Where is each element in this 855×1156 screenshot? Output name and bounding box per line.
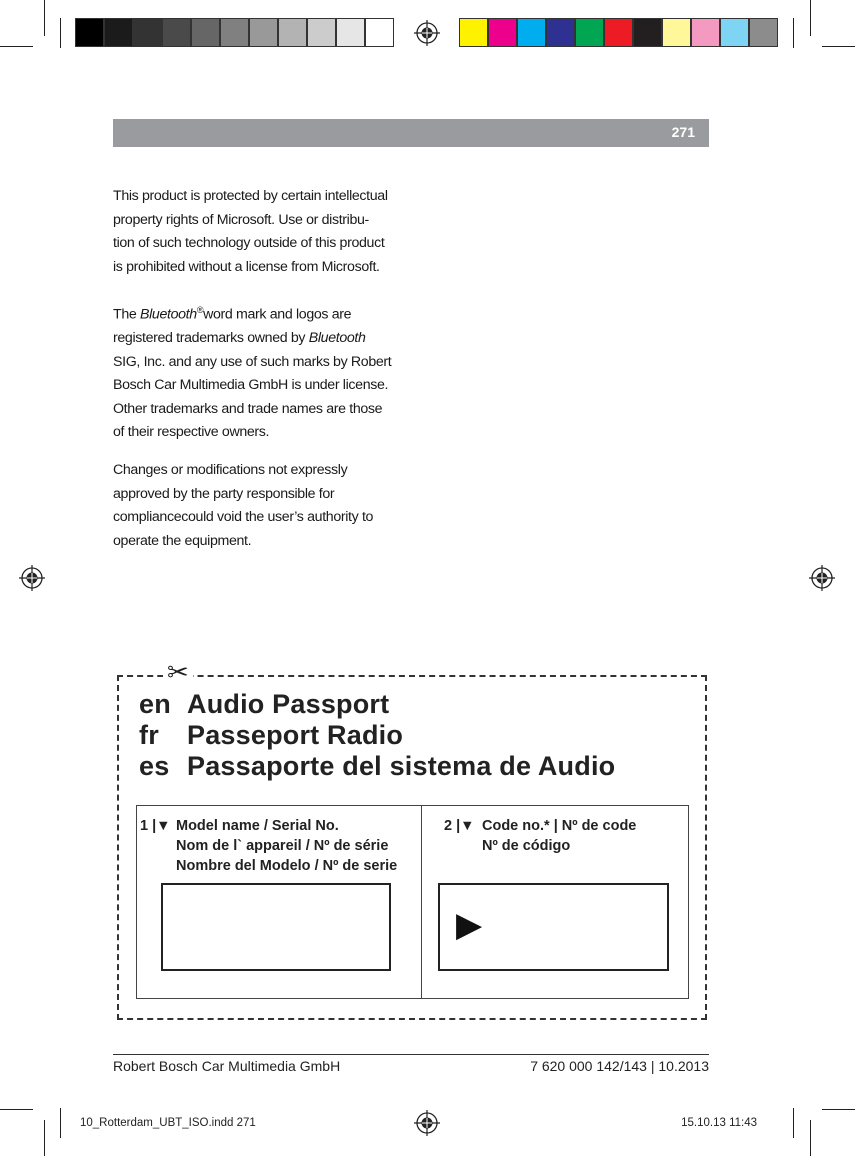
registration-mark-icon xyxy=(19,565,45,591)
color-swatch xyxy=(162,18,191,47)
text-line: compliancecould void the user’s authority to xyxy=(113,509,374,525)
registered-mark: ® xyxy=(196,305,204,315)
color-swatch xyxy=(662,18,691,47)
passport-title-en xyxy=(139,689,389,720)
field-2-number: 2 |▼ xyxy=(444,818,475,834)
crop-mark xyxy=(810,0,811,36)
text-line: Other trademarks and trade names are those xyxy=(113,400,383,417)
crop-mark xyxy=(793,18,794,48)
crop-mark xyxy=(0,1109,33,1110)
page-header-bar xyxy=(113,119,709,147)
footer-rule xyxy=(113,1054,709,1055)
bluetooth-notice xyxy=(113,299,413,445)
color-swatch xyxy=(575,18,604,47)
play-arrow-icon: ▶ xyxy=(456,906,483,944)
language-code: en xyxy=(139,689,171,719)
crop-mark xyxy=(0,46,33,47)
passport-title: Passaporte del sistema de Audio xyxy=(187,751,616,781)
crop-mark xyxy=(822,1109,855,1110)
color-swatch xyxy=(691,18,720,47)
language-code: fr xyxy=(139,720,159,750)
color-swatch xyxy=(104,18,133,47)
passport-fields xyxy=(136,805,689,999)
crop-mark xyxy=(60,1108,61,1138)
crop-mark xyxy=(810,1120,811,1156)
text-line: The Bluetooth®word mark and logos are xyxy=(113,305,352,323)
footer-doc-number: 7 620 000 142/143 | 10.2013 xyxy=(530,1058,709,1074)
text-line: This product is protected by certain intellectual xyxy=(113,188,388,204)
passport-title: Passeport Radio xyxy=(187,720,404,750)
text-line: Changes or modifications not expressly xyxy=(113,462,348,478)
text-line: Bosch Car Multimedia GmbH is under license. xyxy=(113,377,389,394)
color-swatch xyxy=(459,18,488,47)
field-1-number: 1 |▼ xyxy=(140,818,171,834)
crop-mark xyxy=(44,0,45,36)
fcc-notice xyxy=(113,459,413,553)
registration-mark-icon xyxy=(414,1110,440,1136)
bluetooth-word: Bluetooth xyxy=(308,330,366,347)
color-swatch xyxy=(517,18,546,47)
text-line: is prohibited without a license from Microsoft. xyxy=(113,258,380,275)
text-line: tion of such technology outside of this product xyxy=(113,235,385,251)
passport-title-es xyxy=(139,751,615,782)
field-2-label: Code no.* | Nº de code Nº de código xyxy=(482,818,637,854)
color-swatch xyxy=(75,18,104,47)
crop-mark xyxy=(60,18,61,48)
passport-title-fr xyxy=(139,720,403,751)
crop-mark xyxy=(44,1120,45,1156)
language-code: es xyxy=(139,751,170,781)
color-swatch xyxy=(249,18,278,47)
color-swatch xyxy=(546,18,575,47)
crop-mark xyxy=(793,1108,794,1138)
slug-filename: 10_Rotterdam_UBT_ISO.indd 271 xyxy=(80,1117,256,1129)
text-line: property rights of Microsoft. Use or distribu- xyxy=(113,211,369,228)
color-swatch xyxy=(633,18,662,47)
color-swatch xyxy=(191,18,220,47)
color-swatch xyxy=(307,18,336,47)
crop-mark xyxy=(822,46,855,47)
registration-mark-icon xyxy=(809,565,835,591)
code-entry-box[interactable] xyxy=(438,883,669,971)
field-divider xyxy=(421,806,422,998)
color-swatch xyxy=(336,18,365,47)
color-swatch xyxy=(365,18,394,47)
model-serial-entry-box[interactable] xyxy=(161,883,391,971)
audio-passport-card xyxy=(117,657,707,1020)
microsoft-notice xyxy=(113,185,413,279)
text-line: approved by the party responsible for xyxy=(113,485,335,502)
page-number: 271 xyxy=(671,124,695,140)
footer-company: Robert Bosch Car Multimedia GmbH xyxy=(113,1058,341,1074)
text-line: of their respective owners. xyxy=(113,424,270,441)
color-swatch xyxy=(278,18,307,47)
text-line: operate the equipment. xyxy=(113,532,252,549)
color-swatch xyxy=(720,18,749,47)
text-line: registered trademarks owned by Bluetooth xyxy=(113,330,366,347)
color-swatch xyxy=(488,18,517,47)
passport-title: Audio Passport xyxy=(187,689,390,719)
color-swatch xyxy=(220,18,249,47)
scissors-icon: ✂ xyxy=(163,657,193,688)
color-swatch xyxy=(749,18,778,47)
registration-mark-icon xyxy=(414,20,440,46)
slug-timestamp: 15.10.13 11:43 xyxy=(681,1117,757,1129)
color-swatch xyxy=(604,18,633,47)
bluetooth-word: Bluetooth xyxy=(140,306,197,323)
text-line: SIG, Inc. and any use of such marks by Robert xyxy=(113,353,392,370)
field-1-label: Model name / Serial No. Nom de l` appareil / Nº de série Nombre del Modelo / Nº de serie xyxy=(176,818,398,874)
color-swatch xyxy=(133,18,162,47)
